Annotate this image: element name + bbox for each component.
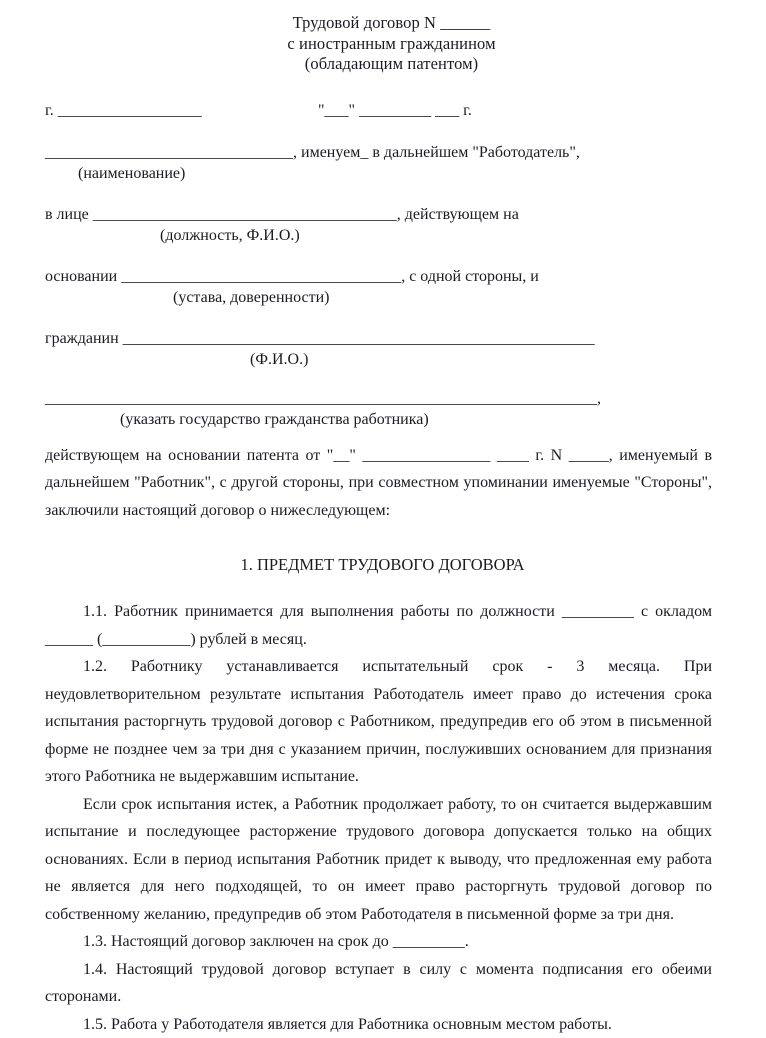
country-caption: (указать государство гражданства работника) [45,410,738,430]
basis-row [45,266,738,308]
country-row [45,388,738,430]
title-line-2: с иностранным гражданином [45,34,738,55]
date-field[interactable]: "___" _________ ___ г. [318,100,472,122]
clause-1-5: 1.5. Работа у Работодателя является для Работника основным местом работы. [45,1011,738,1038]
basis-caption: (устава, доверенности) [45,288,738,308]
country-field[interactable]: _____________________________________________________________________, [45,388,738,409]
title-line-1: Трудовой договор N ______ [45,13,738,34]
citizen-row [45,328,738,370]
clause-1-4: 1.4. Настоящий трудовой договор вступает в силу с момента подписания его обеими сторонами. [45,956,738,1011]
document-title [45,8,738,75]
employer-name-caption: (наименование) [45,164,738,184]
clause-1-1: 1.1. Работник принимается для выполнения работы по должности _________ с окладом ______ (___________) рублей в месяц. [45,598,738,653]
title-line-3: (обладающим патентом) [45,54,738,75]
clause-1-2: 1.2. Работнику устанавливается испытательный срок - 3 месяца. При неудовлетворительном результате испытания Работодатель имеет право до истечения срока испытания расторгнуть трудовой договор с Работником, предупредив его об этом в письменной форме не позднее чем за три дня с указанием причин, послуживших основанием для признания этого Работника не выдержавшим испытание. [45,653,738,791]
citizen-name-caption: (Ф.И.О.) [45,350,738,370]
citizen-name-field[interactable]: гражданин ___________________________________________________________ [45,328,738,349]
employer-name-row [45,142,738,184]
city-field[interactable]: г. __________________ [45,100,202,122]
preamble-paragraph: действующем на основании патента от "__" ________________ ____ г. N _____, именуемый в дальнейшем "Работник", с другой стороны, при совместном упоминании именуемые "Стороны", заключили настоящий договор о нижеследующем: [45,442,738,525]
representative-caption: (должность, Ф.И.О.) [45,226,738,246]
basis-field[interactable]: основании ___________________________________, с одной стороны, и [45,266,738,287]
clause-1-3: 1.3. Настоящий договор заключен на срок до _________. [45,928,738,956]
city-date-row [45,100,738,122]
clause-1-2-continuation: Если срок испытания истек, а Работник продолжает работу, то он считается выдержавшим испытание и последующее расторжение трудового договора допускается только на общих основаниях. Если в период испытания Работник придет к выводу, что предложенная ему работа не является для него подходящей, то он имеет право расторгнуть трудовой договор по собственному желанию, предупредив об этом Работодателя в письменной форме за три дня. [45,791,738,929]
section-1-heading: 1. ПРЕДМЕТ ТРУДОВОГО ДОГОВОРА [45,554,738,576]
representative-row [45,204,738,246]
spacer [45,430,738,436]
representative-field[interactable]: в лице ______________________________________, действующем на [45,204,738,225]
employer-name-field[interactable]: _______________________________, именуем_ в дальнейшем "Работодатель", [45,142,738,163]
